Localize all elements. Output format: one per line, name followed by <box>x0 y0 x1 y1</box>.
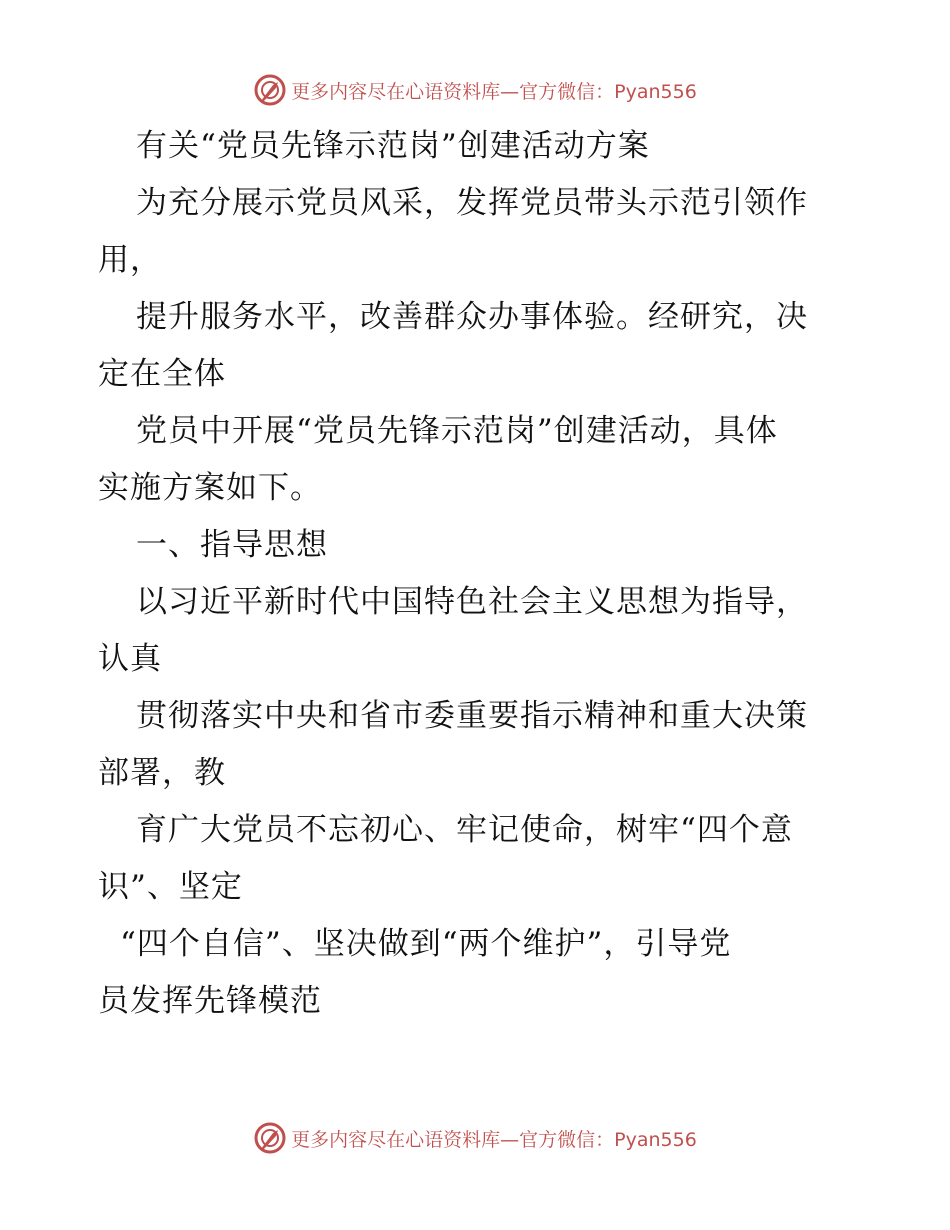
header-watermark <box>0 70 950 110</box>
document-body <box>98 118 858 1030</box>
pen-nib-circle-icon <box>253 1121 287 1155</box>
watermark-text: 更多内容尽在心语资料库—官方微信：Pyan556 <box>291 1128 697 1151</box>
paragraph-line: 部署，教 <box>98 755 226 791</box>
paragraph-line: “四个自信”、坚决做到“两个维护”，引导党 <box>120 926 732 962</box>
footer-watermark <box>0 1118 950 1158</box>
document-title: 有关“党员先锋示范岗”创建活动方案 <box>136 128 650 164</box>
watermark-text: 更多内容尽在心语资料库—官方微信：Pyan556 <box>291 80 697 103</box>
paragraph-line: 实施方案如下。 <box>98 470 322 506</box>
paragraph-line: 贯彻落实中央和省市委重要指示精神和重大决策 <box>136 698 808 734</box>
pen-nib-circle-icon <box>253 73 287 107</box>
paragraph-line: 提升服务水平，改善群众办事体验。经研究，决 <box>136 299 808 335</box>
paragraph-line: 员发挥先锋模范 <box>98 983 322 1019</box>
paragraph-line: 以习近平新时代中国特色社会主义思想为指导， <box>136 584 808 620</box>
paragraph-line: 认真 <box>98 641 162 677</box>
paragraph-line: 为充分展示党员风采，发挥党员带头示范引领作 <box>136 185 808 221</box>
paragraph-line: 育广大党员不忘初心、牢记使命，树牢“四个意 <box>136 812 793 848</box>
paragraph-line: 用， <box>98 242 162 278</box>
paragraph-line: 定在全体 <box>98 356 226 392</box>
section-heading: 一、指导思想 <box>136 527 328 563</box>
paragraph-line: 识”、坚定 <box>98 869 243 905</box>
paragraph-line: 党员中开展“党员先锋示范岗”创建活动，具体 <box>136 413 778 449</box>
